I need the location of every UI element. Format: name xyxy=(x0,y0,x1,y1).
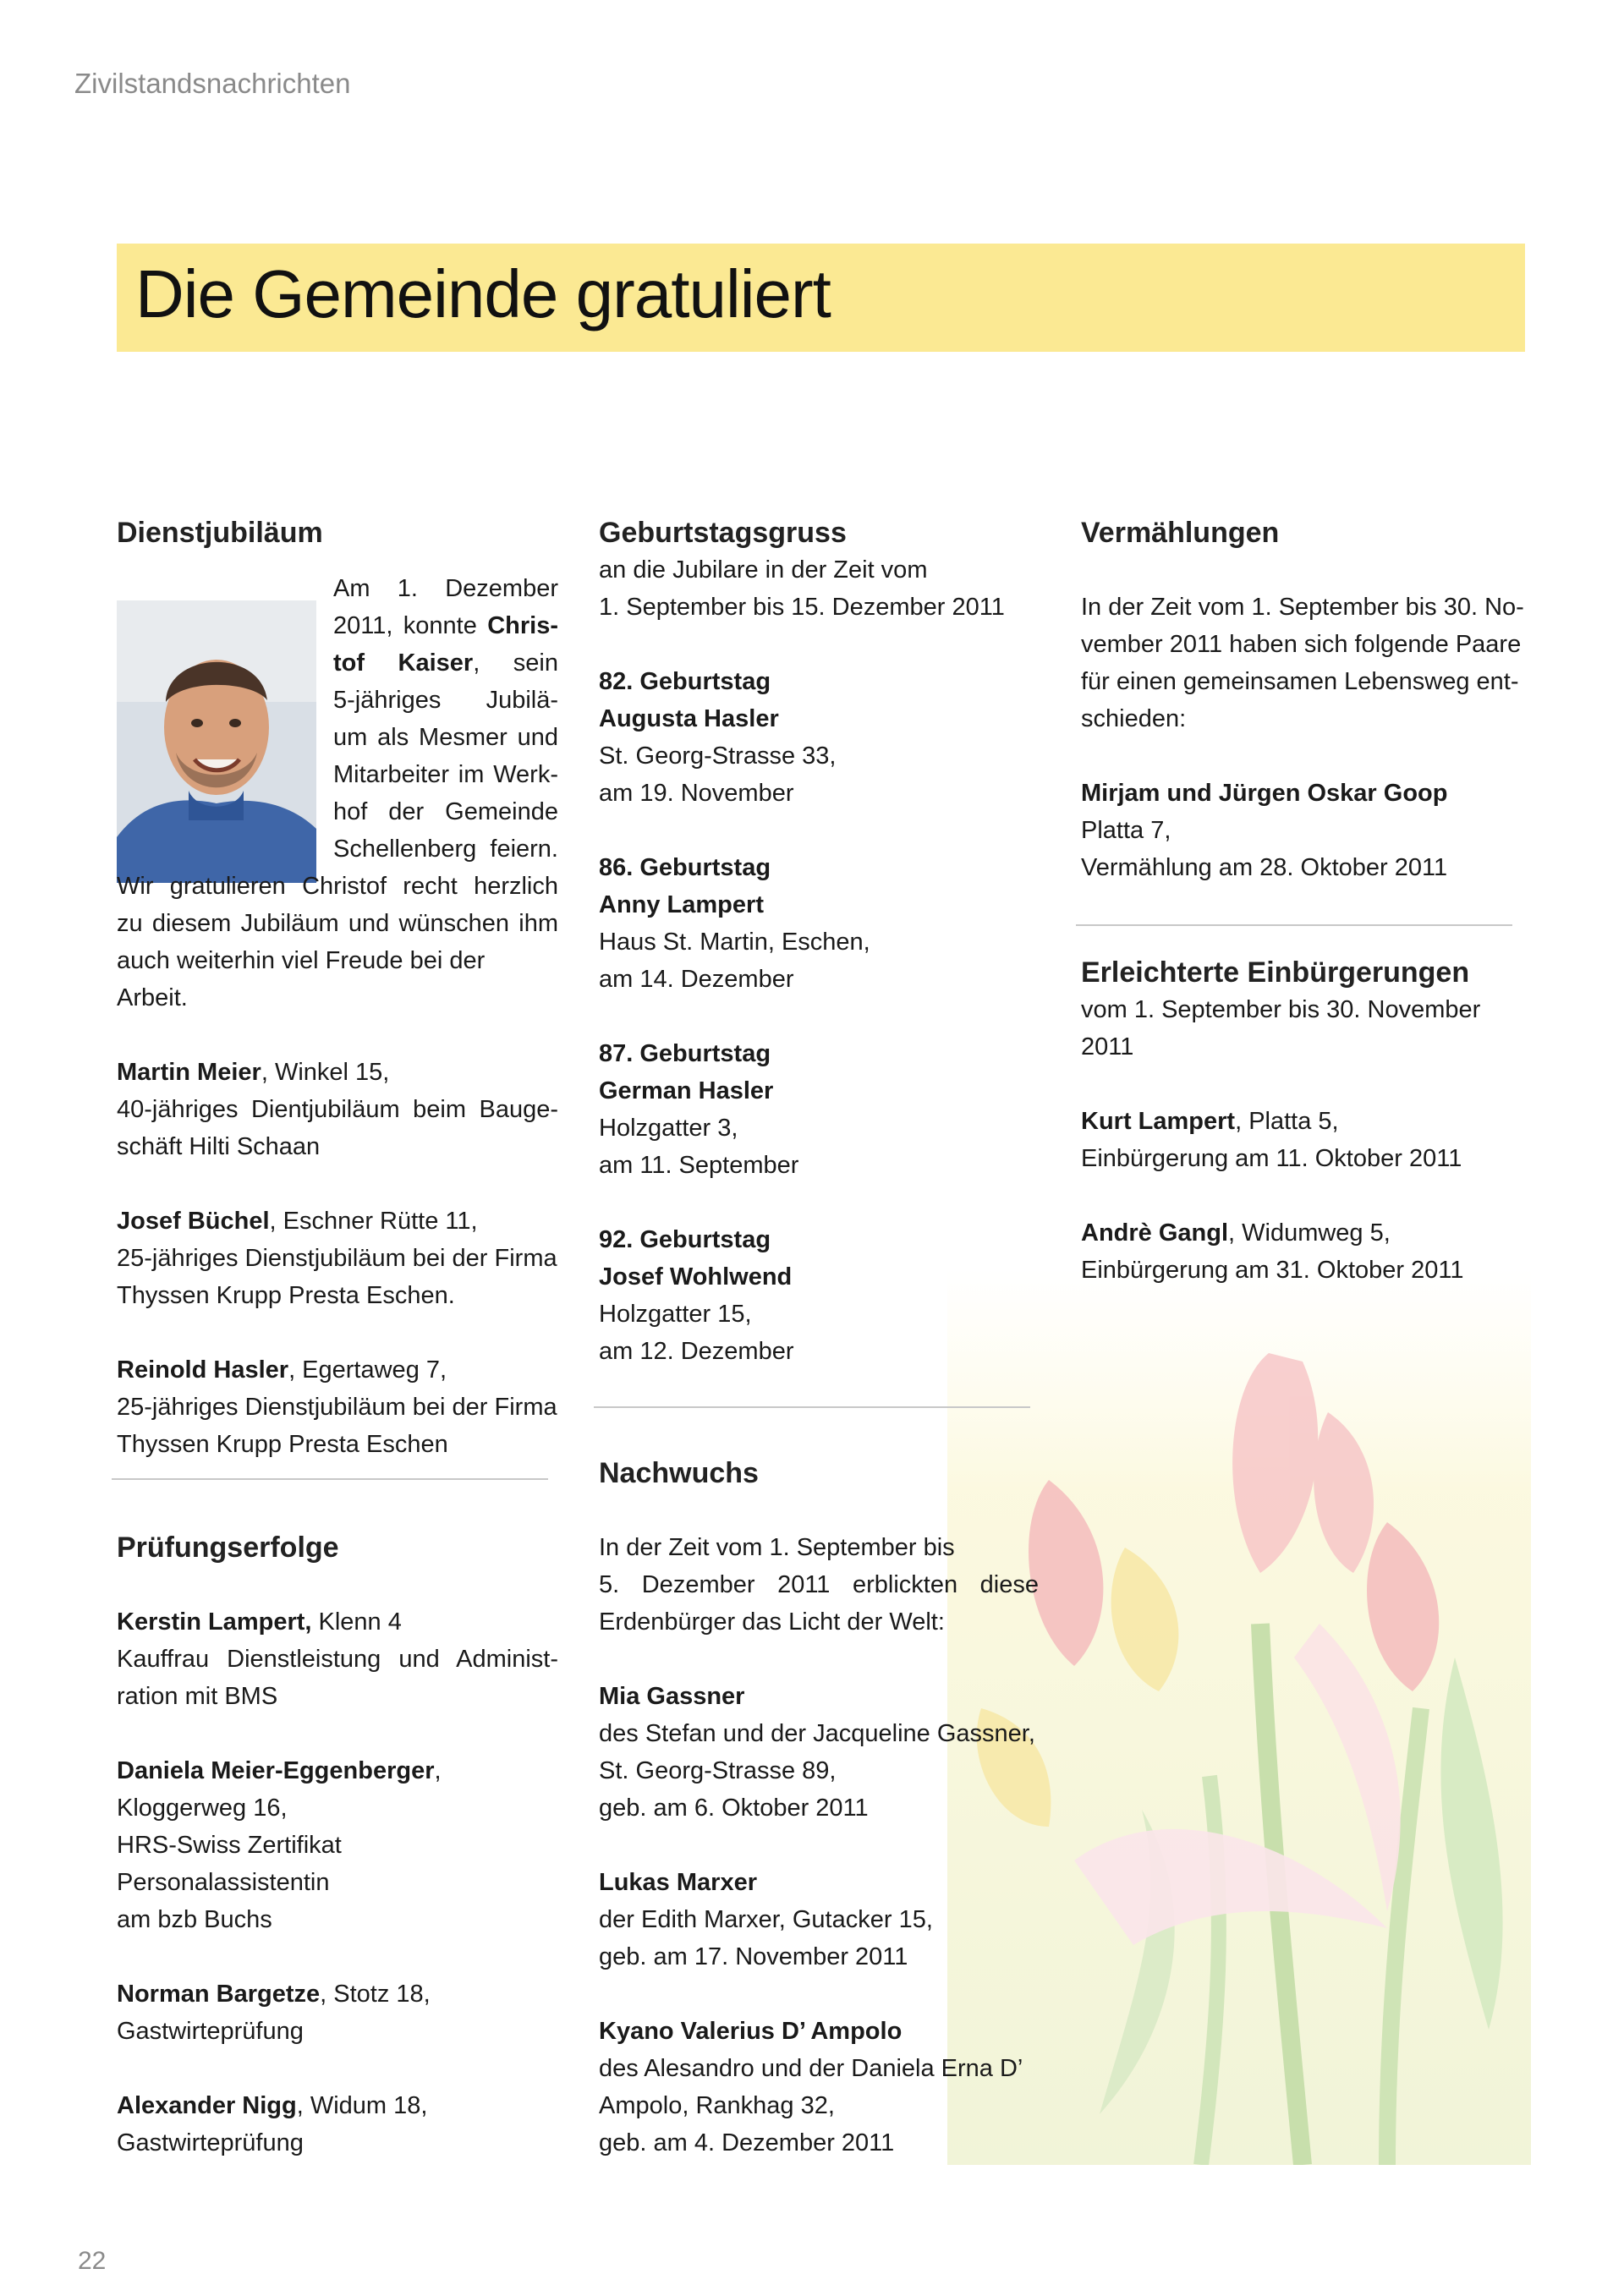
entry-detail: 25-jähriges Dienstjubiläum bei der Firma xyxy=(117,1394,557,1421)
entry-detail: Vermählung am 28. Oktober 2011 xyxy=(1081,854,1448,881)
dienstjubilaeum-heading: Dienstjubiläum xyxy=(117,517,323,549)
entry-address: Klenn 4 xyxy=(311,1608,402,1636)
section-label: Zivilstandsnachrichten xyxy=(74,68,351,99)
intro-line: , sein xyxy=(473,649,558,677)
divider xyxy=(112,1478,548,1480)
birth-entry xyxy=(599,1864,1056,1975)
vermaehlungen-heading: Vermählungen xyxy=(1081,517,1280,549)
divider xyxy=(594,1406,1030,1408)
intro-line: Mitarbeiter im Werk- xyxy=(333,761,558,788)
intro-line: 5. Dezember 2011 erblickten diese xyxy=(599,1571,1039,1598)
entry-detail: des Stefan und der Jacqueline Gassner, xyxy=(599,1720,1035,1747)
entry-detail: Holzgatter 15, xyxy=(599,1301,752,1328)
couple-name: Mirjam und Jürgen Oskar Goop xyxy=(1081,780,1448,807)
geburtstagsgruss-heading: Geburtstagsgruss xyxy=(599,517,847,549)
intro-line: vember 2011 haben sich folgende Paare xyxy=(1081,631,1522,658)
entry-detail: Gastwirteprüfung xyxy=(117,2018,304,2045)
birthday-age: 82. Geburtstag xyxy=(599,668,771,695)
entry-detail: Kloggerweg 16, xyxy=(117,1795,288,1822)
entry-detail: 40-jähriges Dientjubiläum beim Bauge- xyxy=(117,1096,558,1123)
intro-line: für einen gemeinsamen Lebensweg ent- xyxy=(1081,668,1519,695)
entry-detail: des Alesandro und der Daniela Erna D’ xyxy=(599,2055,1023,2082)
entry-address: , Winkel 15, xyxy=(261,1059,390,1086)
divider xyxy=(1076,924,1512,926)
exam-entry xyxy=(117,2087,558,2162)
einbuergerungen-heading: Erleichterte Einbürgerungen xyxy=(1081,956,1470,989)
entry-name: German Hasler xyxy=(599,1077,774,1104)
birth-entry xyxy=(599,1678,1056,1827)
entry-address: , Widum 18, xyxy=(296,2092,428,2119)
entry-detail: Haus St. Martin, Eschen, xyxy=(599,929,870,956)
intro-line: hof der Gemeinde xyxy=(333,798,558,825)
closing-line: zu diesem Jubiläum und wünschen ihm xyxy=(117,910,558,937)
jubilee-entry xyxy=(117,1203,558,1314)
page-title: Die Gemeinde gratuliert xyxy=(135,256,831,332)
naturalization-entry xyxy=(1081,1103,1529,1177)
intro-line: Schellenberg feiern. xyxy=(333,836,558,863)
intro-line: um als Mesmer und xyxy=(333,724,558,751)
entry-detail: ration mit BMS xyxy=(117,1683,278,1710)
birthday-entry xyxy=(599,1035,1056,1184)
entry-name: Kurt Lampert xyxy=(1081,1108,1236,1135)
entry-address: , xyxy=(434,1757,442,1784)
subtitle: vom 1. September bis 30. November 2011 xyxy=(1081,996,1481,1060)
entry-name: Augusta Hasler xyxy=(599,705,779,732)
entry-address: , Platta 5, xyxy=(1235,1108,1339,1135)
entry-name: Josef Wohlwend xyxy=(599,1263,793,1290)
intro-line: 2011, konnte xyxy=(333,612,488,639)
nachwuchs-heading: Nachwuchs xyxy=(599,1457,759,1489)
intro-line: schieden: xyxy=(1081,705,1187,732)
entry-detail: geb. am 17. November 2011 xyxy=(599,1943,908,1970)
entry-address: , Egertaweg 7, xyxy=(288,1356,447,1384)
entry-detail: Ampolo, Rankhag 32, xyxy=(599,2092,835,2119)
exam-entry xyxy=(117,1975,558,2050)
entry-name: Andrè Gangl xyxy=(1081,1219,1229,1247)
entry-name: Kyano Valerius D’ Ampolo xyxy=(599,2018,903,2045)
naturalization-entry xyxy=(1081,1214,1529,1289)
exam-entry xyxy=(117,1752,558,1938)
entry-name: Josef Büchel xyxy=(117,1208,270,1235)
entry-detail: am 11. September xyxy=(599,1152,799,1179)
entry-address: , Eschner Rütte 11, xyxy=(269,1208,478,1235)
exam-entry xyxy=(117,1603,558,1715)
name-highlight: tof Kaiser xyxy=(333,649,474,677)
entry-address: , Widumweg 5, xyxy=(1228,1219,1391,1247)
intro-line: In der Zeit vom 1. September bis 30. No- xyxy=(1081,594,1524,621)
title-banner xyxy=(117,244,1525,352)
birth-entry xyxy=(599,2013,1056,2162)
entry-detail: HRS-Swiss Zertifikat Personalassistentin xyxy=(117,1832,342,1896)
entry-detail: 25-jähriges Dienstjubiläum bei der Firma xyxy=(117,1245,557,1272)
entry-name: Daniela Meier-Eggenberger xyxy=(117,1757,435,1784)
entry-name: Martin Meier xyxy=(117,1059,261,1086)
entry-detail: geb. am 4. Dezember 2011 xyxy=(599,2129,895,2156)
entry-detail: St. Georg-Strasse 33, xyxy=(599,743,837,770)
intro-line: Am 1. Dezember xyxy=(333,575,558,602)
birthday-age: 87. Geburtstag xyxy=(599,1040,771,1067)
name-highlight: Chris- xyxy=(487,612,558,639)
entry-detail: der Edith Marxer, Gutacker 15, xyxy=(599,1906,933,1933)
entry-address: , Stotz 18, xyxy=(320,1981,431,2008)
entry-detail: Thyssen Krupp Presta Eschen. xyxy=(117,1282,455,1309)
entry-detail: schäft Hilti Schaan xyxy=(117,1133,321,1160)
intro-line: 1. September bis 15. Dezember 2011 xyxy=(599,594,1005,621)
closing-line: Wir gratulieren Christof recht herzlich xyxy=(117,873,558,900)
entry-name: Reinold Hasler xyxy=(117,1356,289,1384)
jubilee-entry xyxy=(117,1054,558,1165)
entry-detail: St. Georg-Strasse 89, xyxy=(599,1757,837,1784)
entry-detail: am bzb Buchs xyxy=(117,1906,272,1933)
entry-detail: am 19. November xyxy=(599,780,794,807)
page-number: 22 xyxy=(78,2247,107,2275)
entry-detail: am 14. Dezember xyxy=(599,966,794,993)
jubilee-entry xyxy=(117,1351,558,1463)
entry-detail: Thyssen Krupp Presta Eschen xyxy=(117,1431,448,1458)
birthday-entry xyxy=(599,1221,1056,1370)
entry-detail: Kauffrau Dienstleistung und Administ- xyxy=(117,1646,558,1673)
birthday-age: 86. Geburtstag xyxy=(599,854,771,881)
entry-detail: Holzgatter 3, xyxy=(599,1115,738,1142)
intro-line: In der Zeit vom 1. September bis xyxy=(599,1534,955,1561)
entry-name: Alexander Nigg xyxy=(117,2092,297,2119)
entry-name: Mia Gassner xyxy=(599,1683,745,1710)
entry-name: Kerstin Lampert, xyxy=(117,1608,312,1636)
entry-detail: Einbürgerung am 31. Oktober 2011 xyxy=(1081,1257,1464,1284)
entry-detail: am 12. Dezember xyxy=(599,1338,794,1365)
birthday-entry xyxy=(599,663,1056,812)
entry-name: Norman Bargetze xyxy=(117,1981,321,2008)
birthday-age: 92. Geburtstag xyxy=(599,1226,771,1253)
pruefungserfolge-heading: Prüfungserfolge xyxy=(117,1532,339,1564)
entry-detail: Platta 7, xyxy=(1081,817,1171,844)
entry-detail: Gastwirteprüfung xyxy=(117,2129,304,2156)
entry-name: Lukas Marxer xyxy=(599,1869,757,1896)
intro-line: 5-jähriges Jubilä- xyxy=(333,687,558,714)
entry-detail: Einbürgerung am 11. Oktober 2011 xyxy=(1081,1145,1462,1172)
birthday-entry xyxy=(599,849,1056,998)
intro-line: Erdenbürger das Licht der Welt: xyxy=(599,1608,945,1636)
entry-detail: geb. am 6. Oktober 2011 xyxy=(599,1795,869,1822)
entry-name: Anny Lampert xyxy=(599,891,764,918)
intro-line: an die Jubilare in der Zeit vom xyxy=(599,556,928,584)
closing-line: auch weiterhin viel Freude bei der Arbeit. xyxy=(117,947,486,1011)
